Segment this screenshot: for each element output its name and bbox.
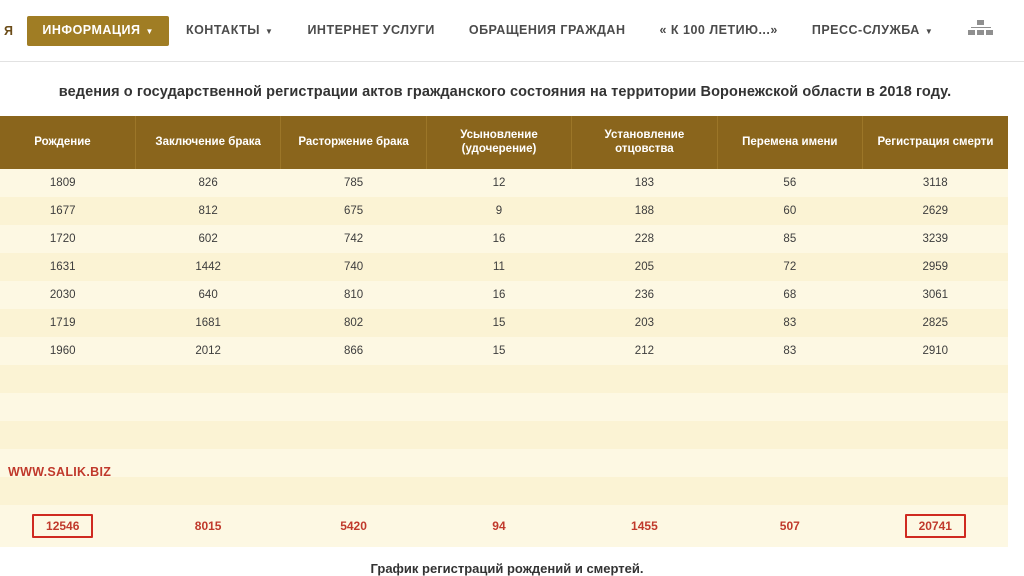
nav-item-k-100-letiyu[interactable] bbox=[642, 24, 794, 37]
grid-menu-icon[interactable] bbox=[968, 20, 994, 42]
nav-item-label: ИНТЕРНЕТ УСЛУГИ bbox=[307, 23, 435, 38]
cell: 56 bbox=[717, 169, 862, 197]
cell bbox=[0, 393, 135, 421]
cell: 1960 bbox=[0, 337, 135, 365]
table-row bbox=[0, 281, 1008, 309]
cell: 1719 bbox=[0, 309, 135, 337]
cell bbox=[863, 393, 1008, 421]
cell: 3239 bbox=[863, 225, 1008, 253]
cell: 12 bbox=[426, 169, 571, 197]
cell: 72 bbox=[717, 253, 862, 281]
nav-item-label: « К 100 ЛЕТИЮ...» bbox=[659, 23, 778, 38]
cell: 2825 bbox=[863, 309, 1008, 337]
cell: 83 bbox=[717, 337, 862, 365]
cell: 1809 bbox=[0, 169, 135, 197]
cell: 15 bbox=[426, 309, 571, 337]
cell: 11 bbox=[426, 253, 571, 281]
nav-item-obrashcheniya-grazhdan[interactable] bbox=[452, 24, 643, 37]
cell bbox=[135, 393, 280, 421]
cell bbox=[863, 449, 1008, 477]
chevron-down-icon: ▼ bbox=[145, 26, 154, 36]
cell: 1720 bbox=[0, 225, 135, 253]
cell: 1442 bbox=[135, 253, 280, 281]
total-cell-peremena-imeni: 507 bbox=[717, 505, 862, 547]
cell bbox=[426, 477, 571, 505]
cell: 802 bbox=[281, 309, 426, 337]
cell: 1677 bbox=[0, 197, 135, 225]
cell bbox=[863, 365, 1008, 393]
cell: 602 bbox=[135, 225, 280, 253]
cell bbox=[135, 449, 280, 477]
table-header-row bbox=[0, 116, 1008, 169]
cell bbox=[572, 477, 717, 505]
nav-item-label: КОНТАКТЫ bbox=[185, 23, 261, 38]
cell: 675 bbox=[281, 197, 426, 225]
chevron-down-icon: ▼ bbox=[265, 26, 274, 36]
cell: 212 bbox=[572, 337, 717, 365]
statistics-table bbox=[0, 116, 1008, 547]
table-row-empty bbox=[0, 393, 1008, 421]
table-row-empty bbox=[0, 365, 1008, 393]
cell: 2629 bbox=[863, 197, 1008, 225]
table-body bbox=[0, 169, 1008, 547]
cell bbox=[717, 365, 862, 393]
cell bbox=[0, 365, 135, 393]
cell: 1631 bbox=[0, 253, 135, 281]
cell: 9 bbox=[426, 197, 571, 225]
cell: 16 bbox=[426, 225, 571, 253]
total-cell-registraciya-smerti bbox=[863, 505, 1008, 547]
cell: 810 bbox=[281, 281, 426, 309]
column-header-peremena-imeni: Перемена имени bbox=[717, 116, 862, 169]
table-row-empty bbox=[0, 449, 1008, 477]
table-row bbox=[0, 197, 1008, 225]
cell: 1681 bbox=[135, 309, 280, 337]
cell: 188 bbox=[572, 197, 717, 225]
cell bbox=[135, 477, 280, 505]
cell: 2959 bbox=[863, 253, 1008, 281]
highlighted-total: 12546 bbox=[32, 514, 93, 538]
cell bbox=[135, 365, 280, 393]
cell: 183 bbox=[572, 169, 717, 197]
highlighted-total: 20741 bbox=[905, 514, 966, 538]
table-row-empty bbox=[0, 421, 1008, 449]
cell bbox=[572, 393, 717, 421]
cell: 2910 bbox=[863, 337, 1008, 365]
cell: 3118 bbox=[863, 169, 1008, 197]
cell bbox=[863, 477, 1008, 505]
cell bbox=[717, 449, 862, 477]
table-totals-row bbox=[0, 505, 1008, 547]
table-row bbox=[0, 169, 1008, 197]
chart-caption: График регистраций рождений и смертей. bbox=[370, 561, 644, 576]
cell: 85 bbox=[717, 225, 862, 253]
column-header-usynovlenie: Усыновление (удочерение) bbox=[426, 116, 571, 169]
cell: 15 bbox=[426, 337, 571, 365]
cell: 205 bbox=[572, 253, 717, 281]
cell: 236 bbox=[572, 281, 717, 309]
cell: 866 bbox=[281, 337, 426, 365]
page-title: ведения о государственной регистрации актов гражданского состояния на территории Воронежской области в 2018 году. bbox=[58, 84, 952, 100]
cell bbox=[281, 421, 426, 449]
cell bbox=[572, 449, 717, 477]
cell: 3061 bbox=[863, 281, 1008, 309]
cell bbox=[135, 421, 280, 449]
table-row bbox=[0, 309, 1008, 337]
nav-item-truncated[interactable]: Я bbox=[4, 23, 14, 38]
nav-item-press-sluzhba[interactable] bbox=[795, 24, 950, 37]
cell: 640 bbox=[135, 281, 280, 309]
cell: 16 bbox=[426, 281, 571, 309]
total-cell-rastorzhenie-braka: 5420 bbox=[281, 505, 426, 547]
cell bbox=[281, 477, 426, 505]
table-row-empty bbox=[0, 477, 1008, 505]
total-cell-zaklyuchenie-braka: 8015 bbox=[135, 505, 280, 547]
cell: 2012 bbox=[135, 337, 280, 365]
nav-item-internet-uslugi[interactable] bbox=[290, 24, 451, 37]
cell bbox=[426, 449, 571, 477]
cell bbox=[0, 477, 135, 505]
watermark: WWW.SALIK.BIZ bbox=[8, 465, 112, 479]
nav-item-label: ПРЕСС-СЛУЖБА bbox=[811, 23, 920, 38]
cell bbox=[426, 365, 571, 393]
cell: 83 bbox=[717, 309, 862, 337]
column-header-zaklyuchenie-braka: Заключение брака bbox=[135, 116, 280, 169]
cell: 68 bbox=[717, 281, 862, 309]
cell bbox=[281, 365, 426, 393]
nav-item-informaciya[interactable] bbox=[27, 16, 169, 46]
cell: 740 bbox=[281, 253, 426, 281]
cell: 826 bbox=[135, 169, 280, 197]
cell: 2030 bbox=[0, 281, 135, 309]
cell bbox=[717, 393, 862, 421]
column-header-rozhdenie: Рождение bbox=[0, 116, 135, 169]
cell: 812 bbox=[135, 197, 280, 225]
cell: 228 bbox=[572, 225, 717, 253]
table-row bbox=[0, 253, 1008, 281]
cell bbox=[426, 393, 571, 421]
cell bbox=[426, 421, 571, 449]
cell bbox=[572, 421, 717, 449]
cell bbox=[717, 477, 862, 505]
column-header-rastorzhenie-braka: Расторжение брака bbox=[281, 116, 426, 169]
cell: 60 bbox=[717, 197, 862, 225]
column-header-registraciya-smerti: Регистрация смерти bbox=[863, 116, 1008, 169]
total-cell-rozhdenie bbox=[0, 505, 135, 547]
cell: 203 bbox=[572, 309, 717, 337]
cell bbox=[281, 449, 426, 477]
cell: 742 bbox=[281, 225, 426, 253]
cell bbox=[0, 421, 135, 449]
chevron-down-icon: ▼ bbox=[924, 26, 934, 36]
table-row bbox=[0, 337, 1008, 365]
table-header bbox=[0, 116, 1008, 169]
nav-item-label: ОБРАЩЕНИЯ ГРАЖДАН bbox=[468, 23, 626, 38]
cell bbox=[572, 365, 717, 393]
cell bbox=[863, 421, 1008, 449]
cell: 785 bbox=[281, 169, 426, 197]
total-cell-ustanovlenie-otcovstva: 1455 bbox=[572, 505, 717, 547]
table-row bbox=[0, 225, 1008, 253]
main-navigation bbox=[0, 0, 1024, 62]
nav-item-label: ИНФОРМАЦИЯ bbox=[42, 23, 141, 38]
column-header-ustanovlenie-otcovstva: Установление отцовства bbox=[572, 116, 717, 169]
cell bbox=[281, 393, 426, 421]
statistics-table-container bbox=[0, 116, 1010, 547]
cell bbox=[717, 421, 862, 449]
total-cell-usynovlenie: 94 bbox=[426, 505, 571, 547]
nav-item-kontakty[interactable] bbox=[169, 24, 291, 37]
